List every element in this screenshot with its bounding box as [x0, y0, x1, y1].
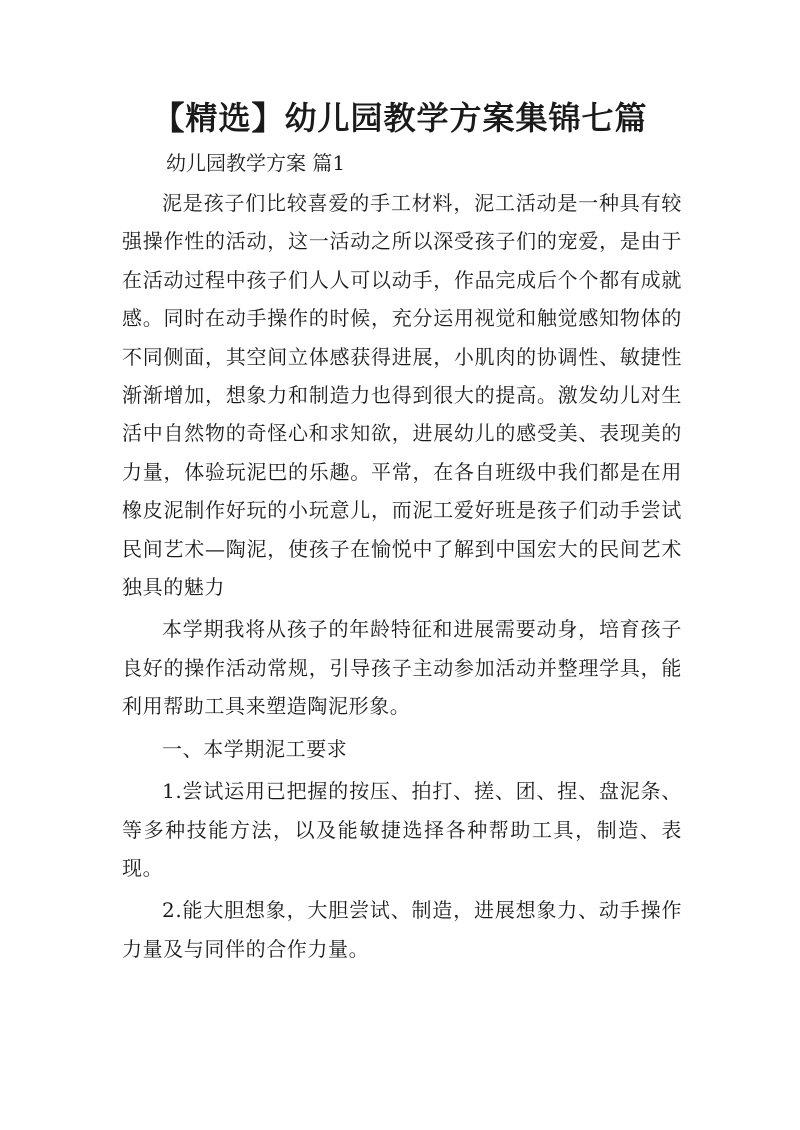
requirement-item: 1.尝试运用已把握的按压、拍打、搓、团、捏、盘泥条、等多种技能方法，以及能敏捷选择各种帮助工具，制造、表现。	[122, 779, 682, 880]
paragraph: 泥是孩子们比较喜爱的手工材料，泥工活动是一种具有较强操作性的活动，这一活动之所以深受孩子们的宠爱，是由于在活动过程中孩子们人人可以动手，作品完成后个个都有成就感。同时在动手操作的时候，充分运用视觉和触觉感知物体的不同侧面，其空间立体感获得进展，小肌肉的协调性、敏捷性渐渐增加，想象力和制造力也得到很大的提高。激发幼儿对生活中自然物的奇怪心和求知欲，进展幼儿的感受美、表现美的力量，体验玩泥巴的乐趣。平常，在各自班级中我们都是在用橡皮泥制作好玩的小玩意儿，而泥工爱好班是孩子们动手尝试民间艺术—陶泥，使孩子在愉悦中了解到中国宏大的民间艺术独具的魅力	[122, 191, 682, 600]
requirement-item: 2.能大胆想象，大胆尝试、制造，进展想象力、动手操作力量及与同伴的合作力量。	[122, 898, 682, 961]
document-title: 【精选】幼儿园教学方案集锦七篇	[152, 99, 648, 137]
document-body	[122, 143, 682, 968]
section-subtitle: 幼儿园教学方案 篇1	[166, 151, 346, 175]
paragraph: 本学期我将从孩子的年龄特征和进展需要动身，培育孩子良好的操作活动常规，引导孩子主动参加活动并整理学具，能利用帮助工具来塑造陶泥形象。	[122, 617, 682, 719]
section-heading: 一、本学期泥工要求	[162, 736, 348, 761]
